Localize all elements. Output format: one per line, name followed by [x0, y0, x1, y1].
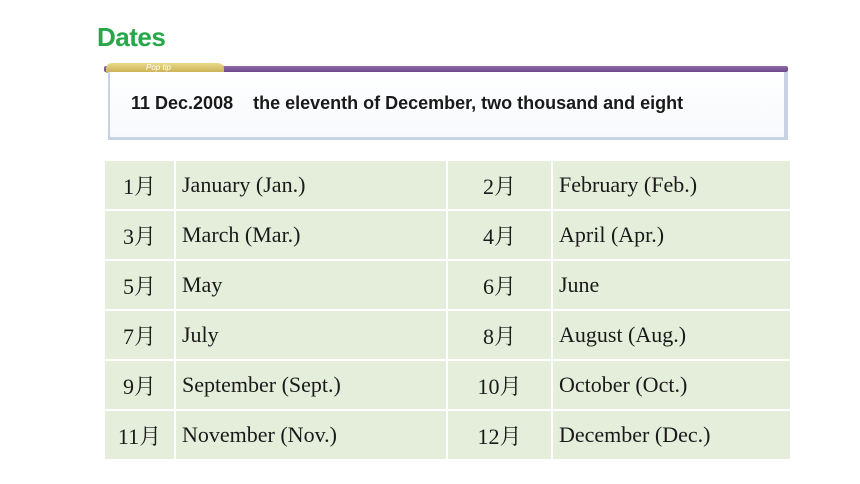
- month-number: 2月: [447, 160, 552, 210]
- page-title: Dates: [97, 22, 166, 52]
- month-name: November (Nov.): [175, 410, 447, 460]
- month-name: August (Aug.): [552, 310, 791, 360]
- month-number: 12月: [447, 410, 552, 460]
- month-name: December (Dec.): [552, 410, 791, 460]
- month-number: 6月: [447, 260, 552, 310]
- month-name: October (Oct.): [552, 360, 791, 410]
- month-number: 9月: [104, 360, 175, 410]
- month-number: 11月: [104, 410, 175, 460]
- table-row: [104, 260, 791, 310]
- table-row: [104, 360, 791, 410]
- month-number: 10月: [447, 360, 552, 410]
- month-name: February (Feb.): [552, 160, 791, 210]
- table-row: [104, 160, 791, 210]
- table-row: [104, 310, 791, 360]
- table-row: [104, 210, 791, 260]
- months-table: [103, 159, 792, 461]
- month-name: September (Sept.): [175, 360, 447, 410]
- table-row: [104, 410, 791, 460]
- month-name: January (Jan.): [175, 160, 447, 210]
- month-number: 1月: [104, 160, 175, 210]
- month-name: April (Apr.): [552, 210, 791, 260]
- tip-tab-label: Pop tip: [146, 63, 171, 72]
- month-number: 7月: [104, 310, 175, 360]
- month-number: 3月: [104, 210, 175, 260]
- month-name: March (Mar.): [175, 210, 447, 260]
- month-number: 5月: [104, 260, 175, 310]
- month-number: 4月: [447, 210, 552, 260]
- month-name: May: [175, 260, 447, 310]
- month-name: July: [175, 310, 447, 360]
- tip-text: 11 Dec.2008 the eleventh of December, two thousand and eight: [131, 93, 684, 113]
- month-number: 8月: [447, 310, 552, 360]
- month-name: June: [552, 260, 791, 310]
